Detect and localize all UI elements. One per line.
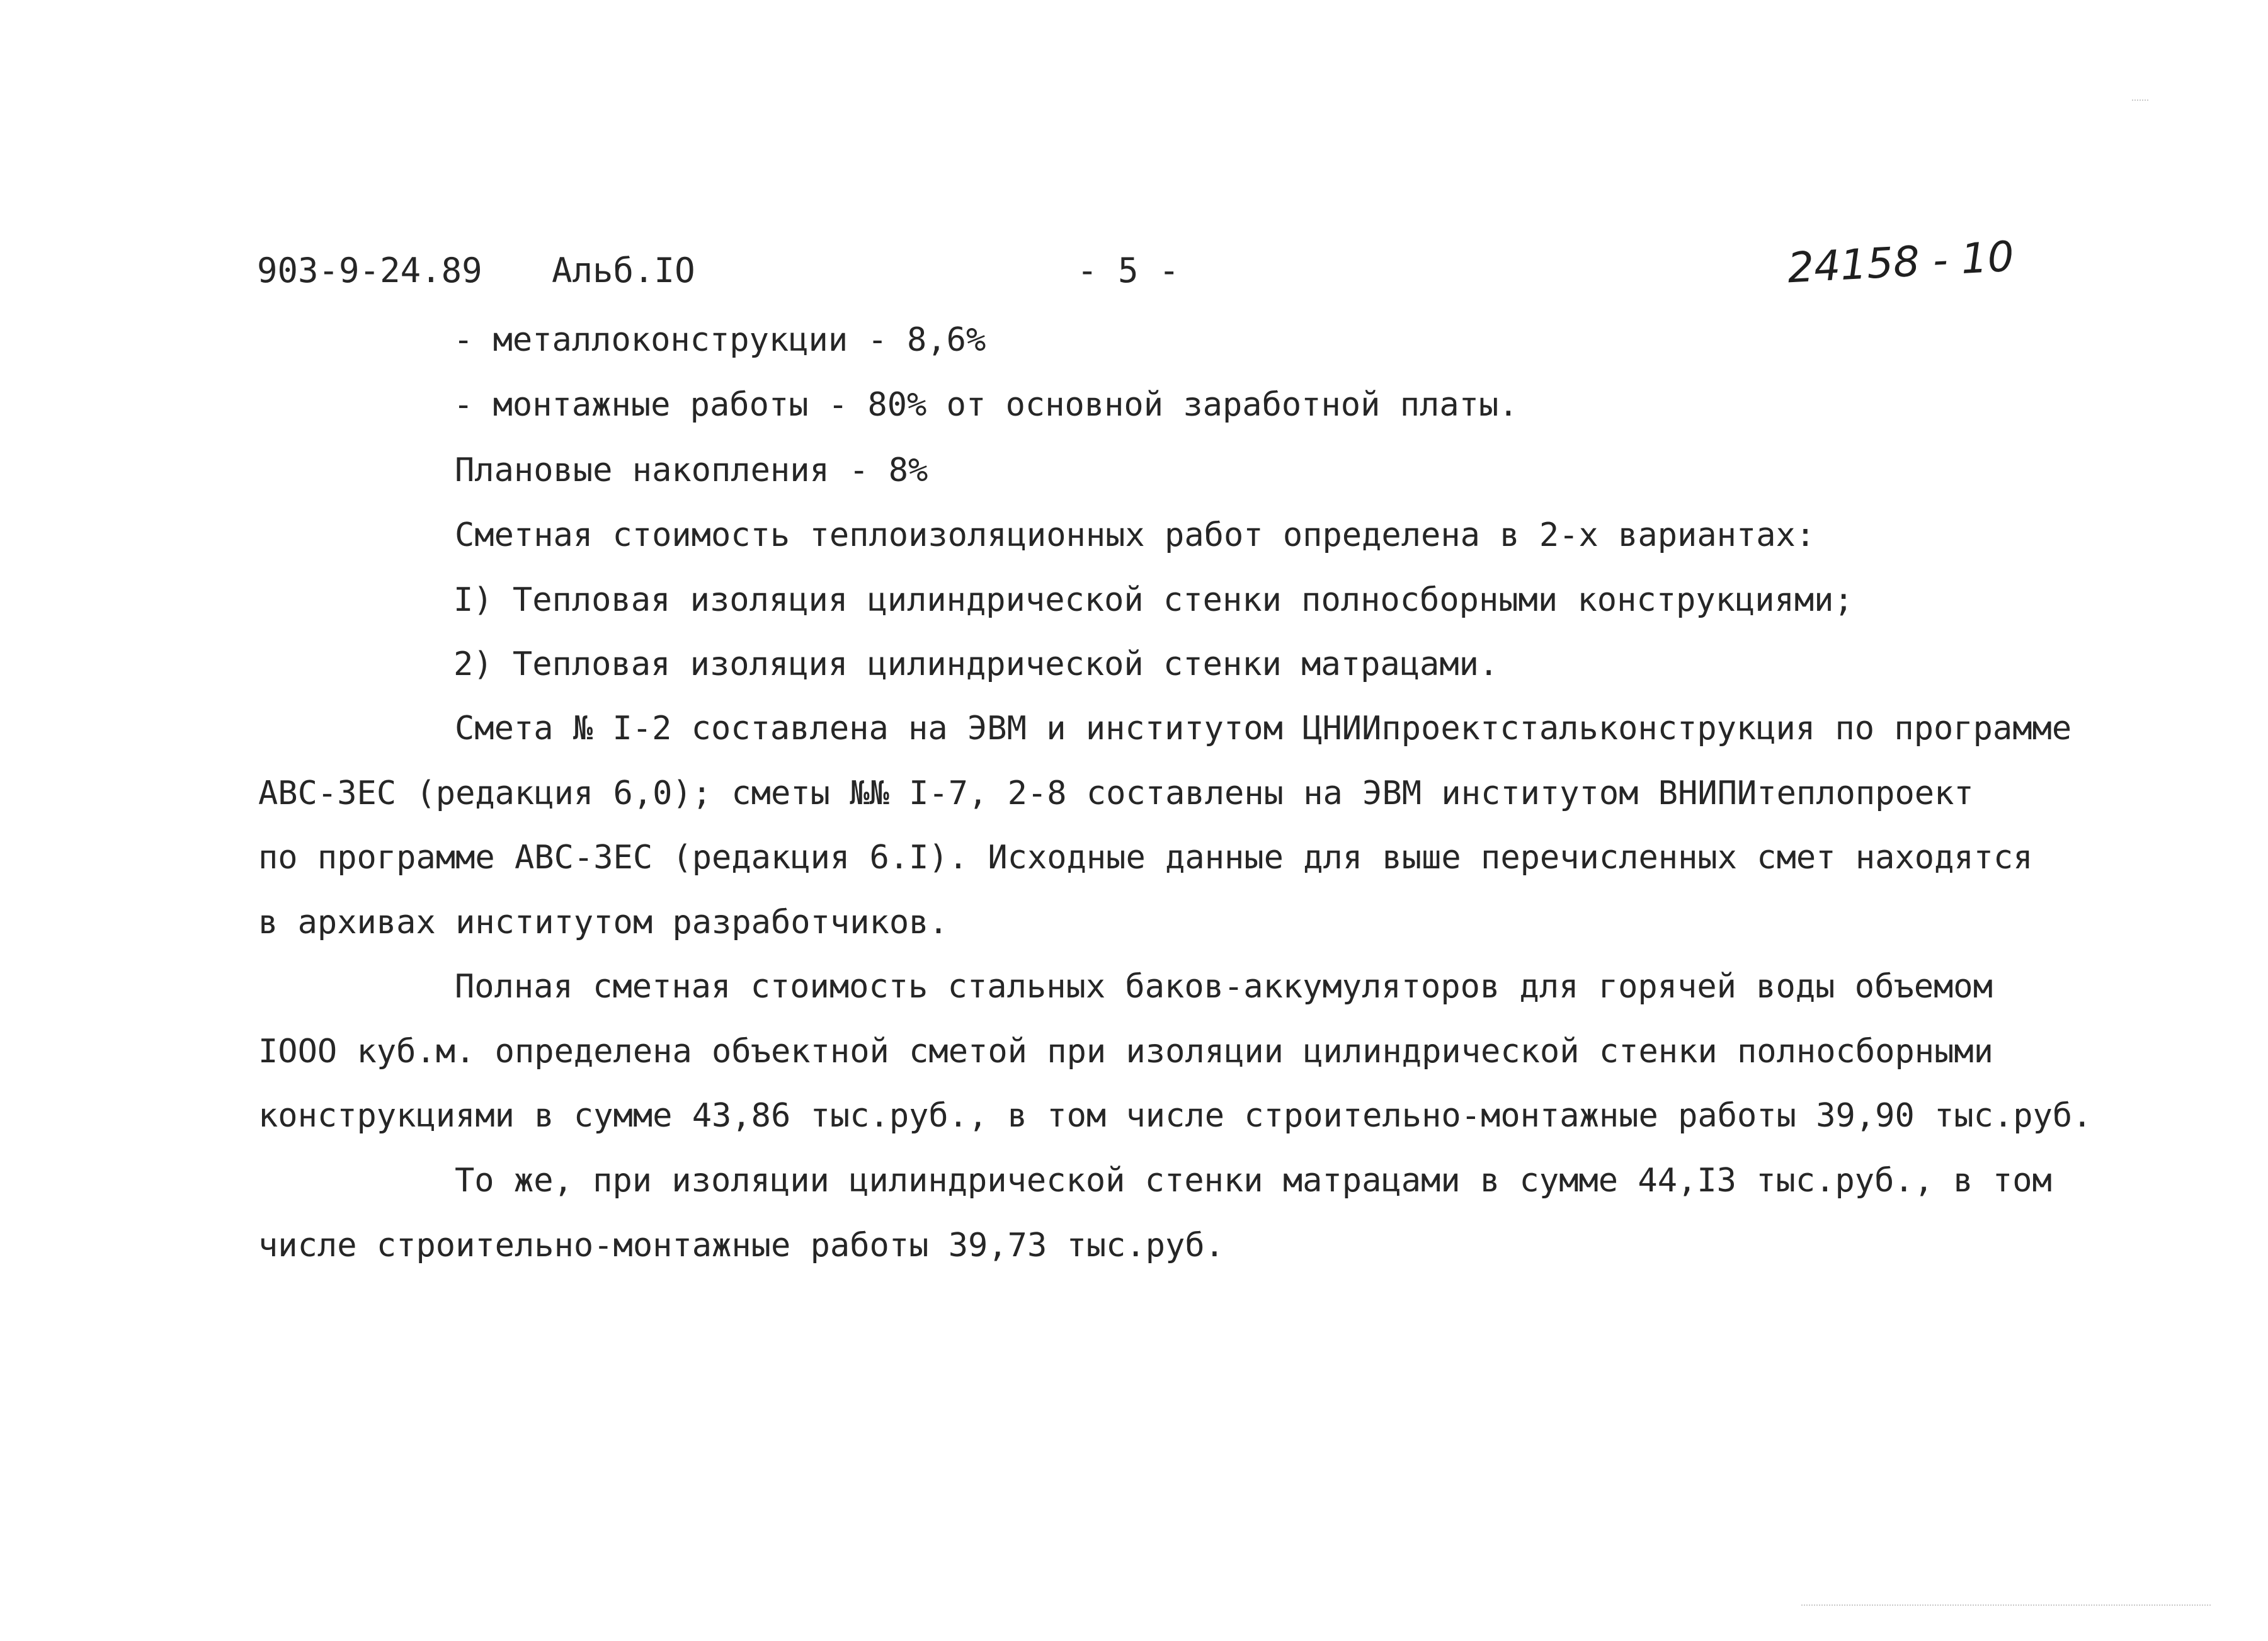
text-line: - металлоконструкции - 8,6%	[453, 321, 986, 359]
document-code: 903-9-24.89	[257, 251, 482, 290]
text-line: в архивах институтом разработчиков.	[258, 904, 949, 941]
scan-artifact	[2132, 99, 2148, 101]
text-line: То же, при изоляции цилиндрической стенки матрацами в сумме 44,I3 тыс.руб., в том	[455, 1162, 2052, 1200]
text-line: 2) Тепловая изоляция цилиндрической стенки матрацами.	[453, 645, 1499, 683]
text-line: - монтажные работы - 80% от основной заработной платы.	[453, 386, 1519, 424]
text-line: Смета № I-2 составлена на ЭВМ и институтом ЦНИИпроектстальконструкция по программе	[455, 710, 2072, 747]
text-line: Полная сметная стоимость стальных баков-аккумуляторов для горячей воды объемом	[455, 968, 1993, 1006]
text-line: Сметная стоимость теплоизоляционных работ определена в 2-х вариантах:	[455, 516, 1816, 554]
text-line: АВС-ЗЕС (редакция 6,0); сметы №№ I-7, 2-8 составлены на ЭВМ институтом ВНИПИтеплопроект	[258, 775, 1974, 812]
album-number: Альб.IO	[552, 251, 695, 290]
page-number: - 5 -	[1077, 251, 1180, 290]
text-line: конструкциями в сумме 43,86 тыс.руб., в том числе строительно-монтажные работы 39,90 тыс.руб.	[258, 1097, 2092, 1135]
handwritten-inventory-number: 24158 - 10	[1786, 232, 2015, 293]
text-line: Плановые накопления - 8%	[455, 451, 928, 489]
text-line: числе строительно-монтажные работы 39,73 тыс.руб.	[258, 1227, 1225, 1264]
text-line: I) Тепловая изоляция цилиндрической стенки полносборными конструкциями;	[453, 581, 1854, 619]
text-line: по программе АВС-ЗЕС (редакция 6.I). Исходные данные для выше перечисленных смет находятся	[258, 839, 2033, 877]
scan-artifact	[1801, 1604, 2211, 1606]
text-line: IOOO куб.м. определена объектной сметой при изоляции цилиндрической стенки полносборными	[258, 1033, 1993, 1070]
